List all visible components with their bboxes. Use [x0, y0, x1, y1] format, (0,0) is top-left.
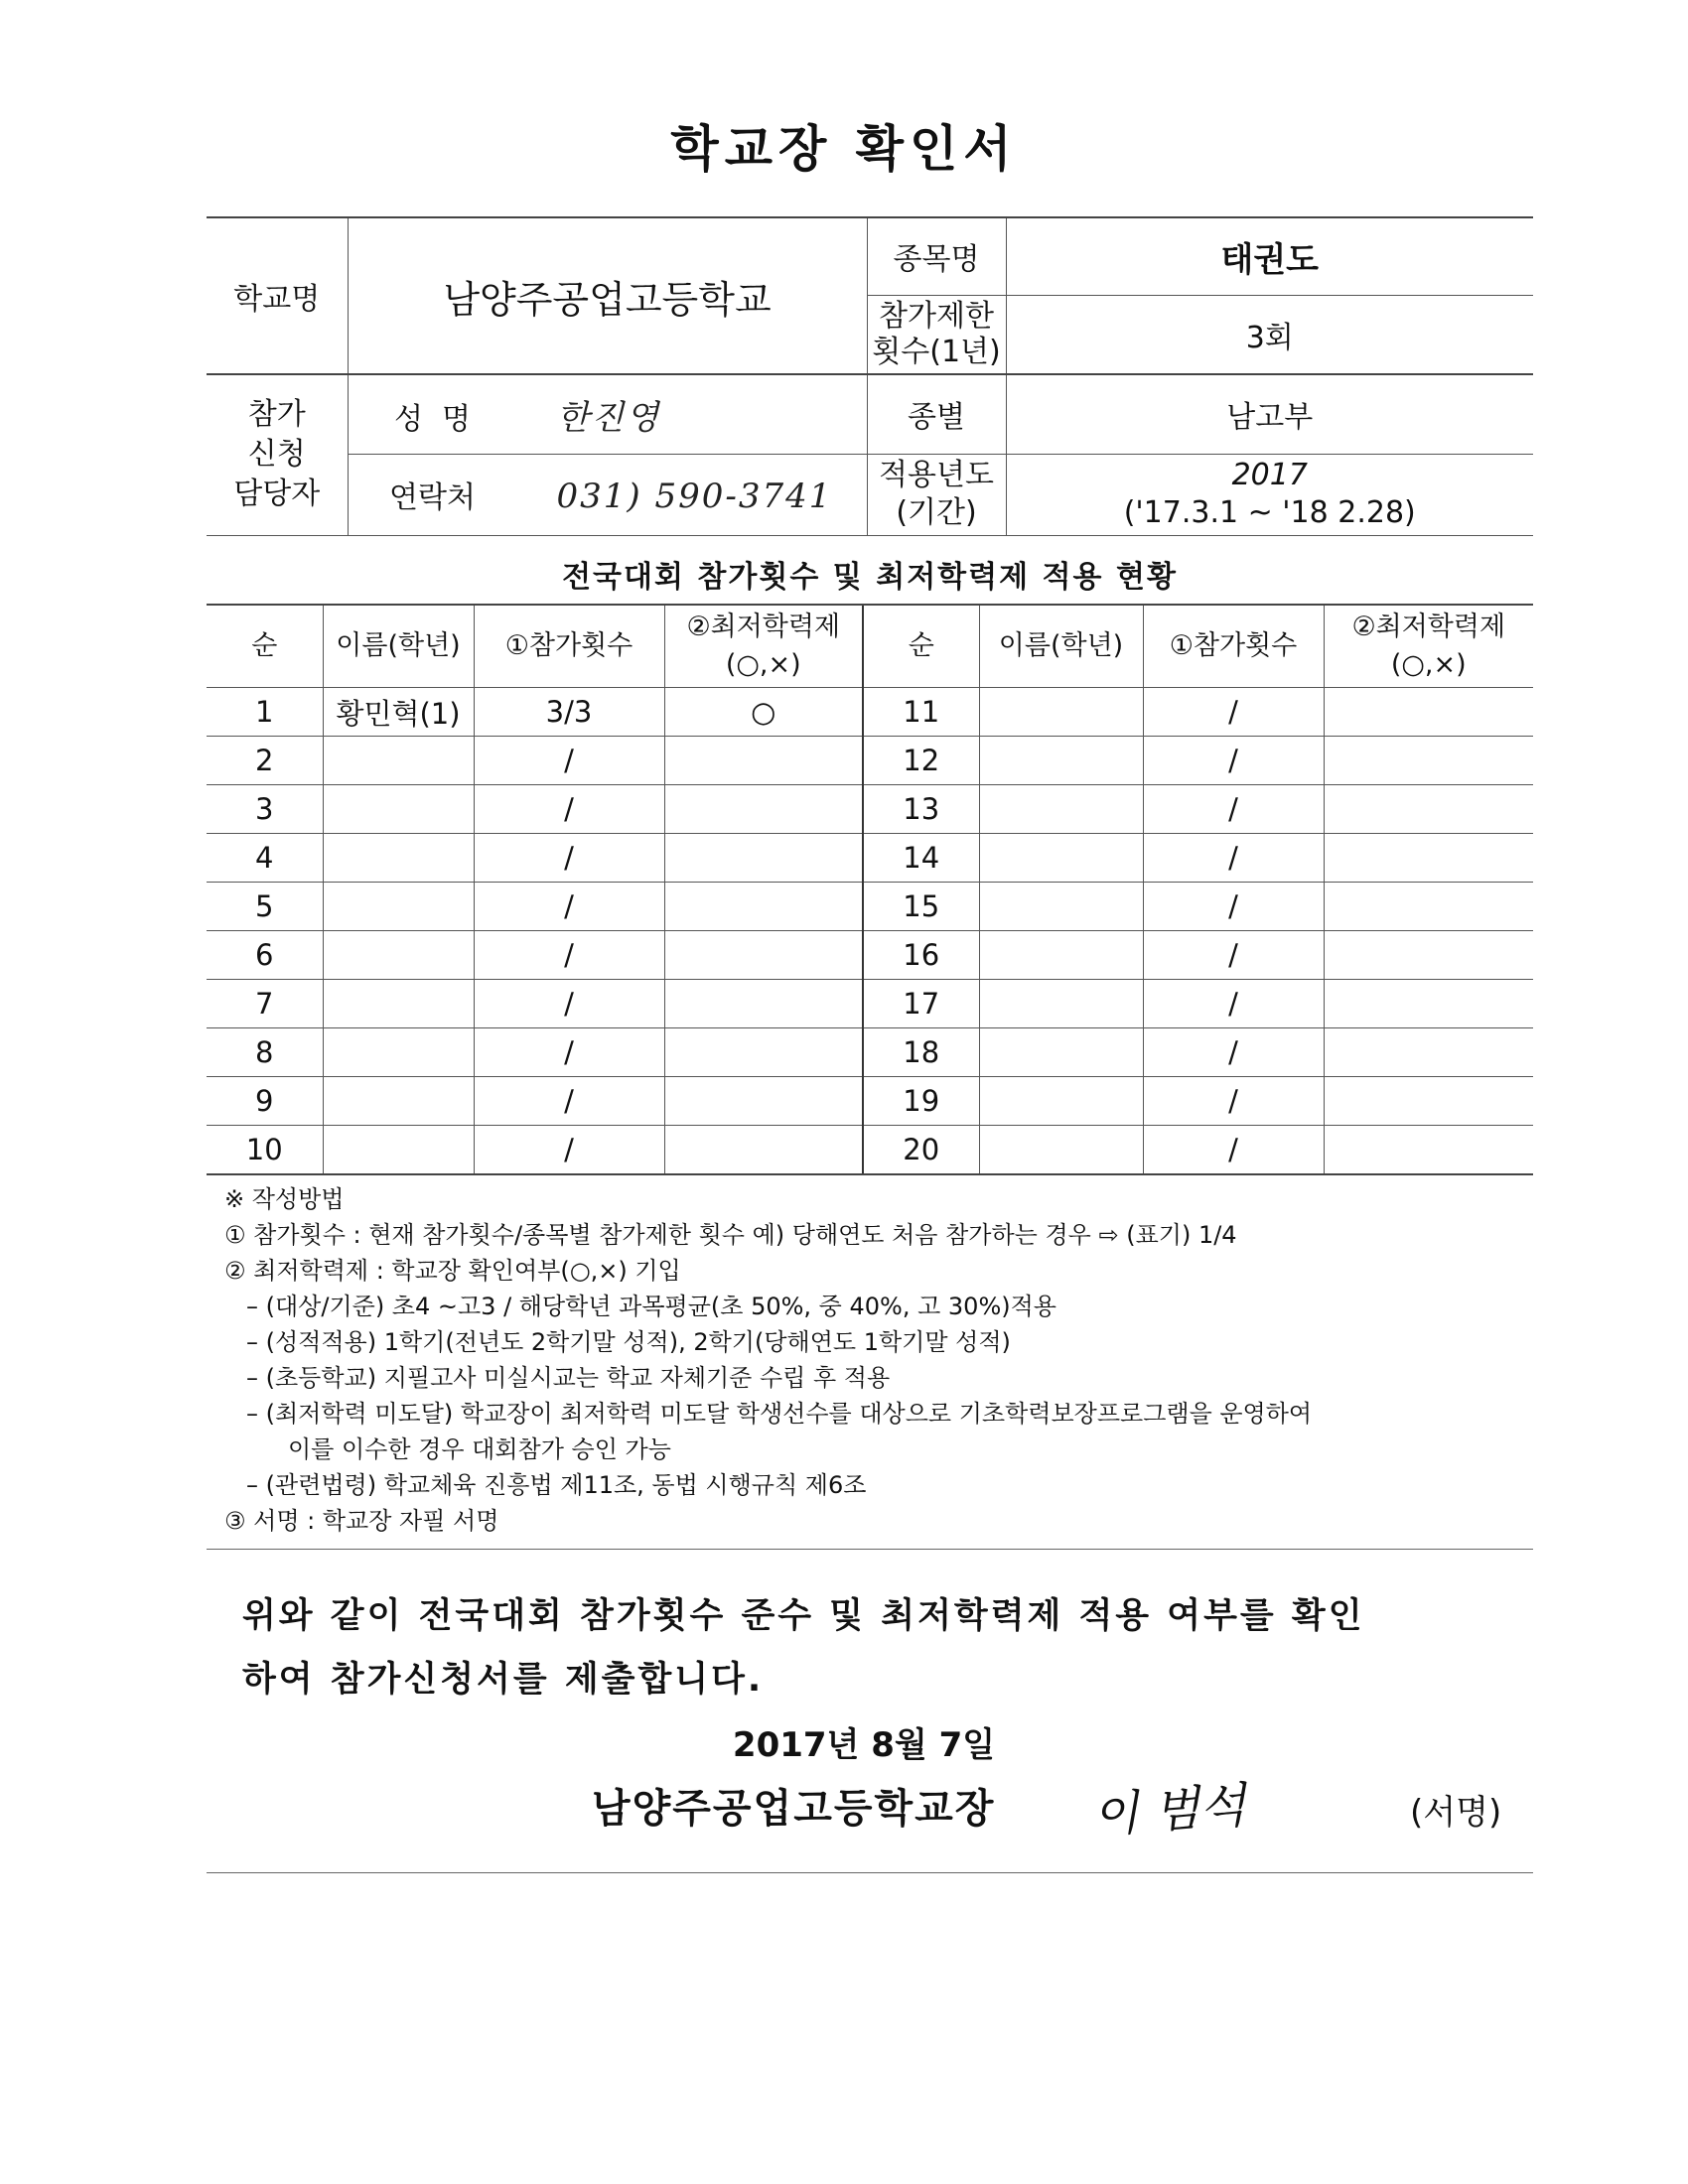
limit-label-line2: 횟수(1년)	[872, 334, 1001, 369]
row-count-2: /	[1143, 1126, 1324, 1175]
row-name	[323, 785, 474, 834]
row-min-2	[1324, 688, 1533, 737]
year-value: 2017	[1231, 458, 1308, 492]
row-min	[664, 737, 863, 785]
category-value: 남고부	[1006, 374, 1533, 454]
year-label-line2: (기간)	[896, 495, 977, 530]
year-label-line1: 적용년도	[879, 458, 994, 492]
header-info-table	[207, 216, 1533, 536]
row-name-2	[979, 883, 1143, 931]
row-count: /	[474, 834, 664, 883]
school-name: 남양주공업고등학교	[348, 217, 867, 374]
sign-label: (서명)	[1410, 1793, 1502, 1833]
row-count: /	[474, 1028, 664, 1077]
row-name-2	[979, 688, 1143, 737]
row-name-2	[979, 1077, 1143, 1126]
date: 2017년 8월 7일	[732, 1725, 996, 1765]
col-no-header-2: 순	[863, 605, 979, 688]
table-row	[207, 883, 1533, 931]
row-min-2	[1324, 737, 1533, 785]
col-min-header-2	[1324, 605, 1533, 688]
name-cell	[348, 374, 867, 454]
row-min-2	[1324, 785, 1533, 834]
instructions	[224, 1181, 1545, 1539]
row-count-2: /	[1143, 688, 1324, 737]
row-min	[664, 1028, 863, 1077]
handwritten-signature: 이 범석	[1090, 1777, 1248, 1844]
row-no-2: 13	[863, 785, 979, 834]
row-no: 3	[207, 785, 323, 834]
note-item: ③ 서명 : 학교장 자필 서명	[224, 1507, 499, 1535]
col-count-header-2: ①참가횟수	[1143, 605, 1324, 688]
row-no-2: 19	[863, 1077, 979, 1126]
row-no-2: 15	[863, 883, 979, 931]
row-min-2	[1324, 931, 1533, 980]
row-no: 5	[207, 883, 323, 931]
limit-value: 3회	[1006, 295, 1533, 374]
row-count-2: /	[1143, 1077, 1324, 1126]
row-name-2	[979, 737, 1143, 785]
row-count-2: /	[1143, 931, 1324, 980]
applicant-label	[207, 374, 348, 535]
row-count: /	[474, 931, 664, 980]
row-no-2: 11	[863, 688, 979, 737]
category-label: 종별	[867, 374, 1006, 454]
row-name	[323, 931, 474, 980]
table-row	[207, 1077, 1533, 1126]
section-title: 전국대회 참가횟수 및 최저학력제 적용 현황	[562, 560, 1178, 595]
row-no: 10	[207, 1126, 323, 1175]
row-count: /	[474, 785, 664, 834]
table-row	[207, 1126, 1533, 1175]
applicant-label-line3: 담당자	[233, 477, 321, 512]
row-no-2: 17	[863, 980, 979, 1028]
limit-label-line1: 참가제한	[879, 298, 994, 334]
table-row	[207, 834, 1533, 883]
row-name-2	[979, 931, 1143, 980]
row-no: 4	[207, 834, 323, 883]
row-min-2	[1324, 1126, 1533, 1175]
name-value: 한진영	[556, 397, 661, 438]
year-label	[867, 454, 1006, 535]
row-no-2: 12	[863, 737, 979, 785]
row-count-2: /	[1143, 980, 1324, 1028]
col-min-header-2-line2: (○,×)	[1390, 649, 1467, 680]
divider	[207, 1872, 1533, 1873]
note-subitem: – (관련법령) 학교체육 진흥법 제11조, 동법 시행규칙 제6조	[246, 1471, 867, 1499]
row-no: 7	[207, 980, 323, 1028]
row-min: ○	[664, 688, 863, 737]
row-min-2	[1324, 980, 1533, 1028]
applicant-label-line2: 신청	[247, 437, 306, 473]
name-label: 성 명	[393, 401, 472, 437]
col-no-header: 순	[207, 605, 323, 688]
row-name-2	[979, 785, 1143, 834]
col-name-header: 이름(학년)	[323, 605, 474, 688]
year-value-cell	[1006, 454, 1533, 535]
row-name	[323, 883, 474, 931]
row-no-2: 16	[863, 931, 979, 980]
note-subitem-continued: 이를 이수한 경우 대회참가 승인 가능	[288, 1435, 671, 1463]
row-min-2	[1324, 1028, 1533, 1077]
row-count: /	[474, 980, 664, 1028]
table-header-row	[207, 605, 1533, 688]
table-row	[207, 931, 1533, 980]
row-min	[664, 1077, 863, 1126]
note-item: ① 참가횟수 : 현재 참가횟수/종목별 참가제한 횟수 예) 당해연도 처음 참가하는 경우 ⇨ (표기) 1/4	[224, 1221, 1237, 1249]
row-name-2	[979, 834, 1143, 883]
row-name	[323, 1126, 474, 1175]
limit-label	[867, 295, 1006, 374]
col-min-header	[664, 605, 863, 688]
contact-label: 연락처	[389, 480, 476, 515]
row-min	[664, 834, 863, 883]
row-min	[664, 883, 863, 931]
event-value: 태권도	[1006, 217, 1533, 295]
row-count: /	[474, 1077, 664, 1126]
row-count-2: /	[1143, 883, 1324, 931]
row-count: /	[474, 737, 664, 785]
col-min-header-line1: ②최저학력제	[686, 612, 841, 642]
row-name-2	[979, 1126, 1143, 1175]
table-row	[207, 1028, 1533, 1077]
row-name	[323, 1028, 474, 1077]
row-name: 황민혁(1)	[323, 688, 474, 737]
row-count: 3/3	[474, 688, 664, 737]
table-row	[207, 688, 1533, 737]
row-no-2: 20	[863, 1126, 979, 1175]
note-item: ② 최저학력제 : 학교장 확인여부(○,×) 기입	[224, 1257, 681, 1285]
note-heading: ※ 작성방법	[224, 1185, 345, 1213]
row-min-2	[1324, 1077, 1533, 1126]
row-no-2: 18	[863, 1028, 979, 1077]
statement-line2: 하여 참가신청서를 제출합니다.	[242, 1660, 765, 1700]
page-title: 학교장 확인서	[670, 120, 1018, 178]
row-no: 9	[207, 1077, 323, 1126]
row-min-2	[1324, 883, 1533, 931]
statement-line1: 위와 같이 전국대회 참가횟수 준수 및 최저학력제 적용 여부를 확인	[242, 1596, 1365, 1636]
principal-title: 남양주공업고등학교장	[592, 1786, 996, 1832]
row-count-2: /	[1143, 1028, 1324, 1077]
period-value: ('17.3.1 ~ '18 2.28)	[1123, 495, 1416, 530]
row-min	[664, 931, 863, 980]
table-row	[207, 980, 1533, 1028]
row-name-2	[979, 980, 1143, 1028]
row-no: 2	[207, 737, 323, 785]
school-label: 학교명	[207, 217, 348, 374]
note-subitem: – (성적적용) 1학기(전년도 2학기말 성적), 2학기(당해연도 1학기말 성적)	[246, 1328, 1011, 1356]
note-subitem: – (초등학교) 지필고사 미실시교는 학교 자체기준 수립 후 적용	[246, 1364, 891, 1392]
event-label: 종목명	[867, 217, 1006, 295]
note-subitem: – (대상/기준) 초4 ~고3 / 해당학년 과목평균(초 50%, 중 40%, 고 30%)적용	[246, 1293, 1056, 1320]
row-name	[323, 1077, 474, 1126]
row-min	[664, 785, 863, 834]
contact-cell	[348, 454, 867, 535]
row-min	[664, 980, 863, 1028]
row-name	[323, 980, 474, 1028]
row-name	[323, 834, 474, 883]
row-min-2	[1324, 834, 1533, 883]
row-count: /	[474, 1126, 664, 1175]
row-min	[664, 1126, 863, 1175]
row-count: /	[474, 883, 664, 931]
row-no-2: 14	[863, 834, 979, 883]
col-name-header-2: 이름(학년)	[979, 605, 1143, 688]
row-no: 1	[207, 688, 323, 737]
participation-table	[207, 604, 1533, 1175]
col-min-header-line2: (○,×)	[725, 649, 801, 680]
contact-value: 031) 590-3741	[556, 477, 833, 516]
col-count-header: ①참가횟수	[474, 605, 664, 688]
applicant-label-line1: 참가	[247, 397, 306, 433]
table-row	[207, 737, 1533, 785]
row-name	[323, 737, 474, 785]
row-count-2: /	[1143, 834, 1324, 883]
row-name-2	[979, 1028, 1143, 1077]
table-row	[207, 785, 1533, 834]
row-count-2: /	[1143, 737, 1324, 785]
col-min-header-2-line1: ②최저학력제	[1351, 612, 1506, 642]
statement	[242, 1584, 1533, 1711]
note-subitem: – (최저학력 미도달) 학교장이 최저학력 미도달 학생선수를 대상으로 기초학력보장프로그램을 운영하여	[246, 1400, 1313, 1428]
row-no: 8	[207, 1028, 323, 1077]
row-count-2: /	[1143, 785, 1324, 834]
divider	[207, 1549, 1533, 1550]
row-no: 6	[207, 931, 323, 980]
